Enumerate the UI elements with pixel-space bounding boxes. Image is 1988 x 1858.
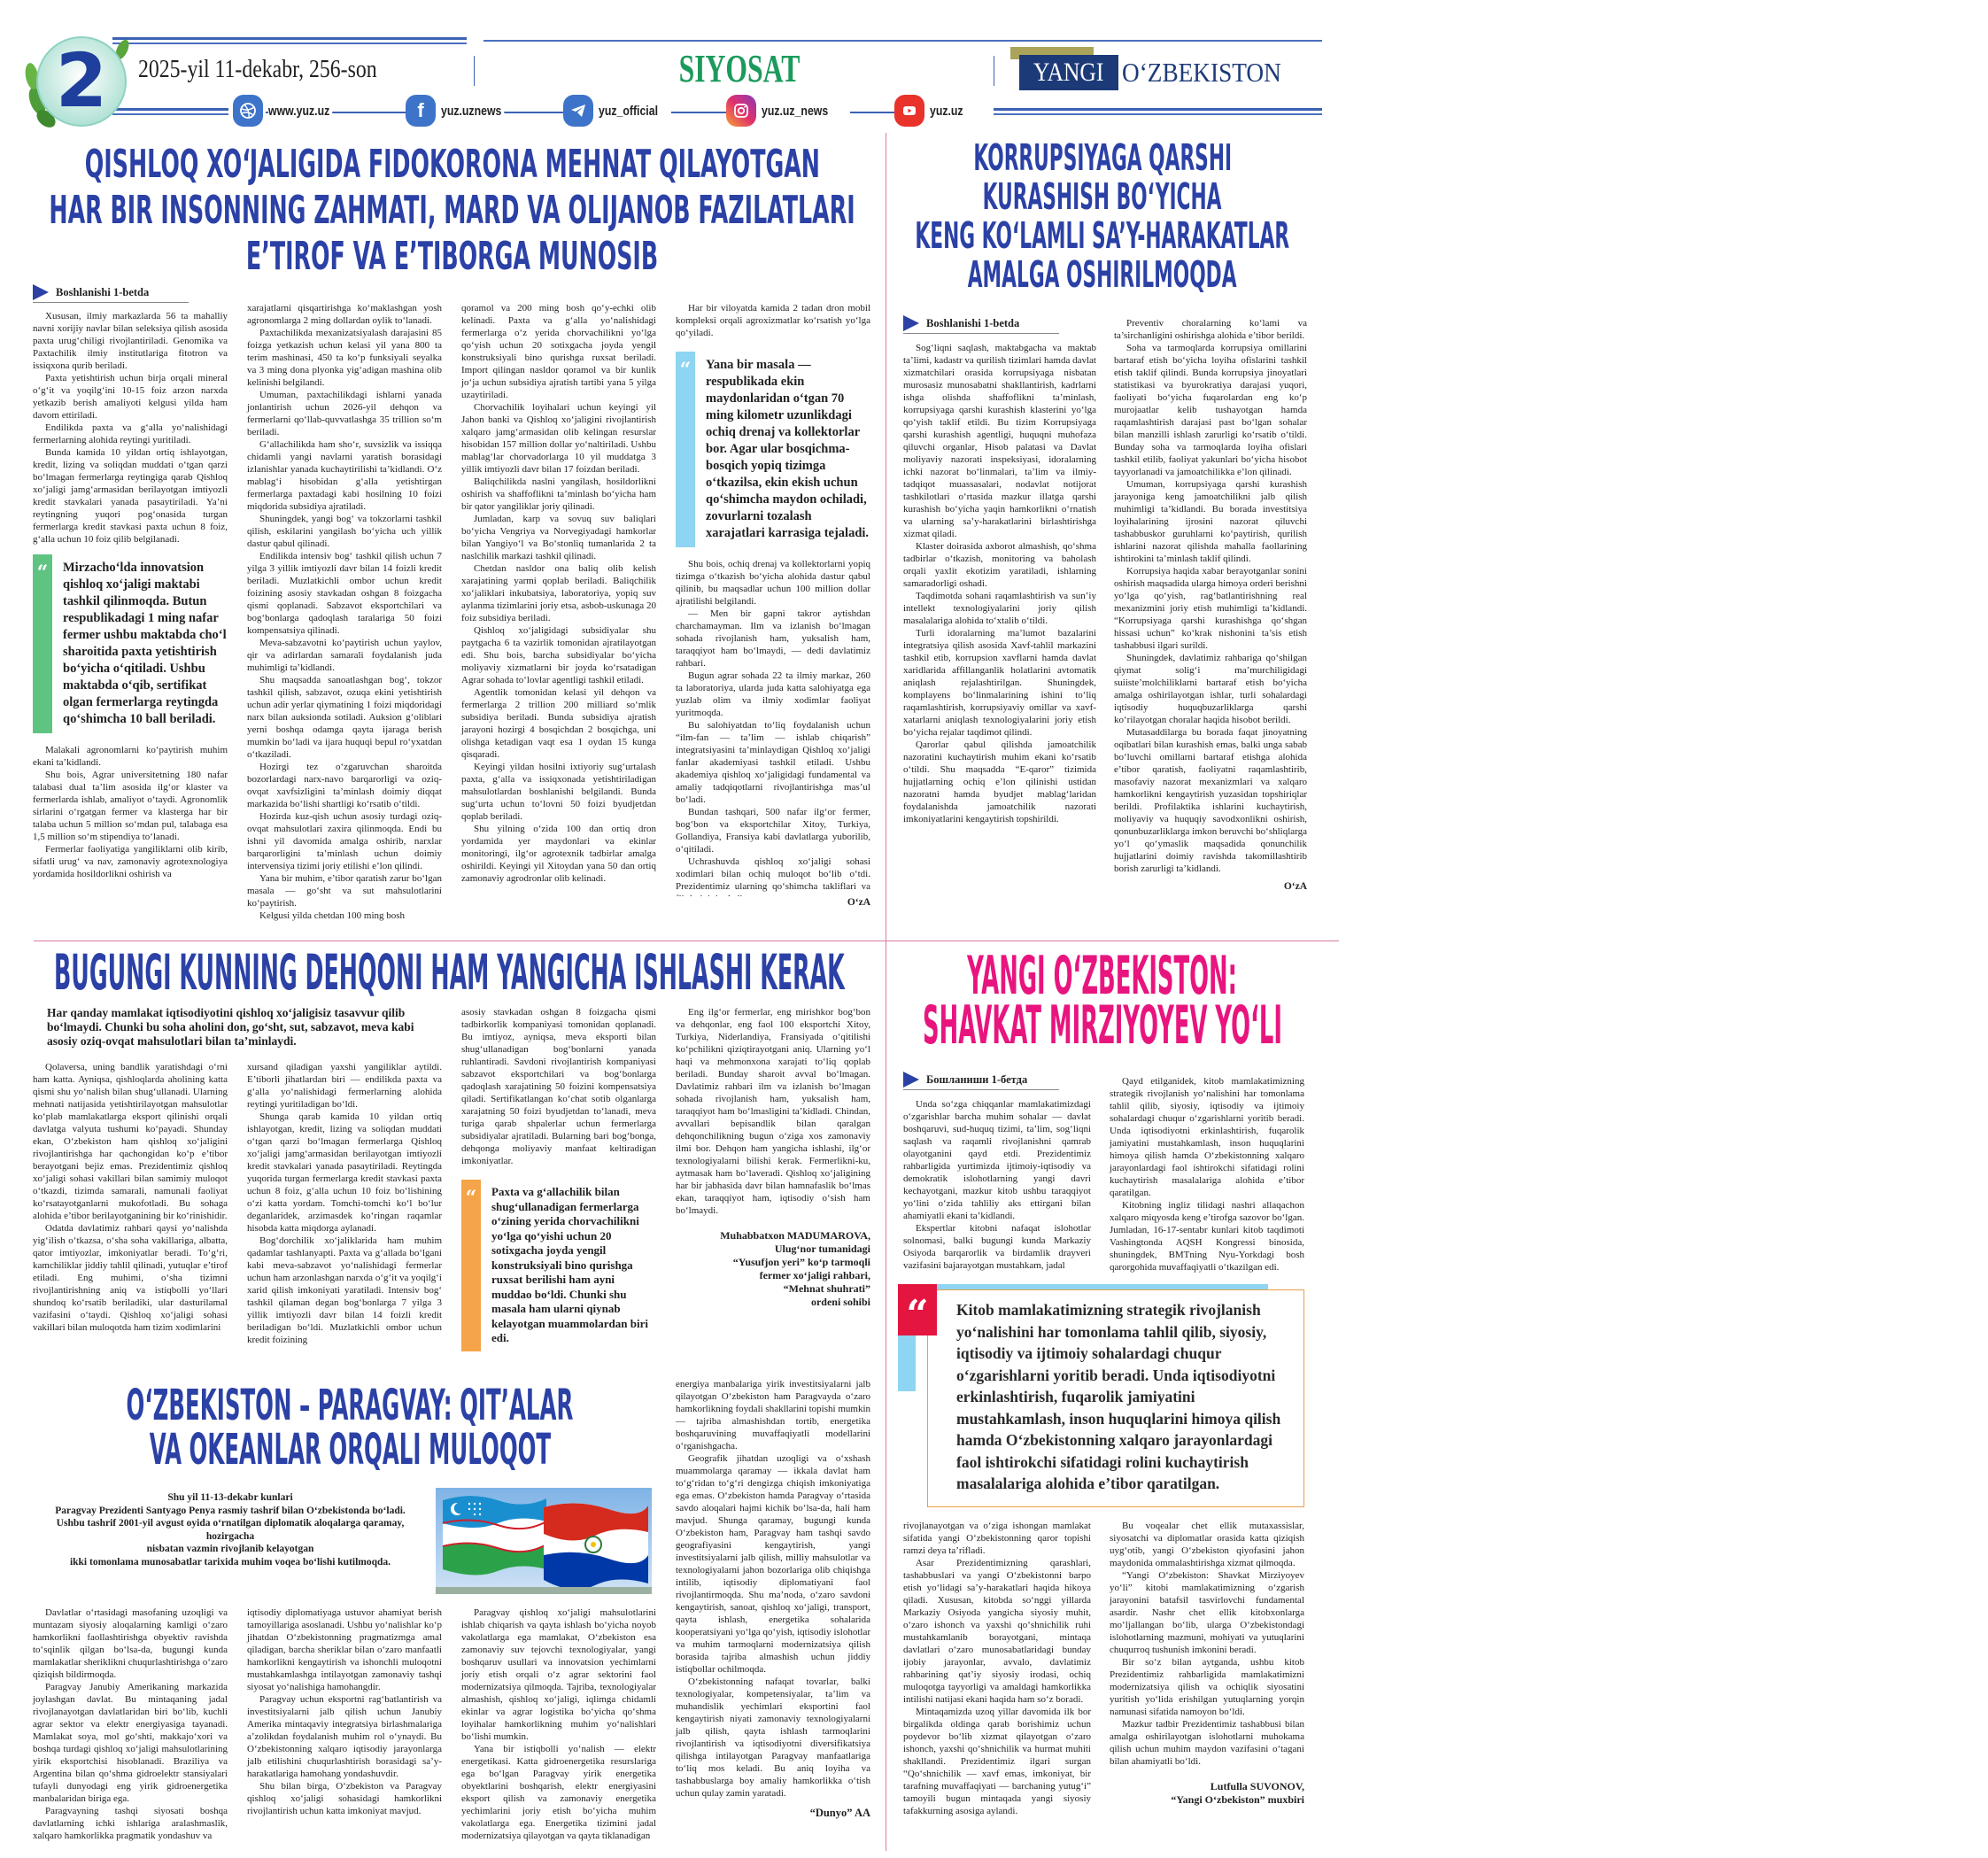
paragraph: Ekspertlar kitobni nafaqat islohotlar solnomasi, balki bugungi kunda Markaziy Osiyoda barqarorlik va birdamlik drayveri vazifasini bajarayotgan mustahkam, jadal <box>903 1223 1091 1271</box>
article-signature: “Dunyo” AA <box>809 1807 870 1819</box>
logo-ozbekiston: O‘ZBEKISTON <box>1122 57 1281 88</box>
paragraph-list <box>903 1098 1091 1272</box>
paragraph: Shuningdek, yangi bog‘ va tokzorlarni tashkil qilish, eskilarini yangilash bo‘yicha uch yillik dastur qabul qilinadi. <box>247 514 442 549</box>
continued-text: Бошланиши 1-бетда <box>926 1073 1028 1086</box>
article-column <box>676 1378 870 1849</box>
headline-line: KORRUPSIYAGA QARSHI <box>973 136 1232 179</box>
social-link-website[interactable] <box>233 95 346 127</box>
paragraph: iqtisodiy diplomatiyaga ustuvor ahamiyat berish tamoyillariga asoslanadi. Ushbu yo‘nalishlar ko‘p jihatdan O‘zbekistonning pragmatizmga amal qiladigan, barcha sheriklar bilan o‘zaro manfaatli hamkorlikni kengaytirish va ishonchli muloqotni mustahkamlashga intilayotgan zamonaviy tashqi siyosat yo‘nalishiga hamohangdir. <box>247 1607 442 1692</box>
paragraph: — Men bir gapni takror aytishdan charchamayman. Ilm va izlanish bo‘lmagan sohada rivojlanish ham, yuksalish ham, taraqqiyot ham bo‘lmaydi, — dedi davlatimiz rahbari. <box>676 608 870 669</box>
flags-photo <box>436 1488 652 1594</box>
paragraph: Shu bois, Agrar universitetning 180 nafar talabasi dual ta’lim asosida ilg‘or klaster va fermerlarda ishlab, amaliyot o‘taydi. Agronomlik sirlarini o‘rgatgan fermer va klasterga har bir talaba uchun 5 million so‘mdan pul, talabaga esa 1,5 million so‘m stipendiya to‘lanadi. <box>33 770 228 842</box>
quote-mark-icon: “ <box>465 1187 477 1210</box>
pull-quote <box>33 554 228 733</box>
paragraph: Shu bilan birga, O‘zbekiston va Paragvay qishloq xo‘jaligi sohasidagi hamkorlikni rivojlantirish uchun katta imkoniyat mavjud. <box>247 1781 442 1816</box>
continued-text: Boshlanishi 1-betda <box>926 317 1020 329</box>
paragraph: Chetdan nasldor ona baliq olib kelish xarajatining yarmi qoplab beriladi. Baliqchilik xo‘jaliklari inkubatsiya, laboratoriya, yopiq suv aylanma tizimlarini joriy etsa, asbob-uskunaga 20 foiz subsidiya beriladi. <box>461 563 656 623</box>
paragraph: Paxtachilikda mexanizatsiyalash darajasini 85 foizga yetkazish uchun kelasi yil yana 800 ta terim mashinasi, 450 ta ko‘p funksiyali seyalka va 3 ming dona plyonka yig‘adigan mashina olib kelinishi belgilandi. <box>247 328 442 388</box>
author-title: “Yangi O‘zbekiston” muxbiri <box>1171 1793 1304 1806</box>
paragraph: Keyingi yildan hosilni ixtiyoriy sug‘urtalash paxta, g‘alla va issiqxonada yetishtiriladigan mahsulotlardan boshlanishi belgilandi. Bunda sug‘urta uchun to‘lovni 50 foizi byudjetdan qoplab beriladi. <box>461 762 656 822</box>
paragraph: Paragvay Janubiy Amerikaning markazida joylashgan davlat. Bu mintaqaning jadal rivojlanayotgan davlatlaridan biri bo‘lib, kuchli agrar sektor va elektr energiyasiga tayanadi. Mamlakat soya, mol go‘shti, makkajo‘xori va boshqa turdagi qishloq xo‘jaligi mahsulotlarining yirik eksportchisi hisoblanadi. Braziliya va Argentina bilan qo‘shma gidroelektr stansiyalari tufayli dunyodagi eng yirik gidroenergetika manbalaridan biriga ega. <box>33 1682 228 1804</box>
paragraph: Bu voqealar chet ellik mutaxassislar, siyosatchi va diplomatlar orasida katta qiziqish uyg‘otib, yangi O‘zbekiston qiyofasini jahon maydonida ommalashtirishga xizmat qilmoqda. <box>1110 1521 1304 1568</box>
play-triangle-icon <box>903 315 919 331</box>
paragraph: Qarorlar qabul qilishda jamoatchilik nazoratini kuchaytirish muhim ekani ko‘rsatib o‘tildi. Shu maqsadda “E-qaror” tizimida hujjatlarning ochiq e’lon qilinishi ustidan nazoratni hamda byudjet mablag‘laridan foydalanishda jamoatchilik nazorati imkoniyatlarini kengaytirish topshirildi. <box>903 739 1096 824</box>
play-triangle-icon <box>33 284 49 300</box>
article-headline <box>217 138 1988 294</box>
page-number-badge <box>18 32 133 129</box>
paragraph: Asar Prezidentimizning qarashlari, tashabbuslari va yangi O‘zbekistonni barpo etish yo‘lidagi sa’y-harakatlari haqida hikoya qiladi. Xususan, kitobda so‘nggi yillarda Markaziy Osiyoda yangicha siyosiy muhit, o‘zaro ishonch va yaxshi qo‘shnichilik ruhi mustahkamlanib borayotgani, mintaqa davlatlari o‘zaro munosabatlaridagi bunday ijobiy jarayonlar, avvalo, davlatimiz rahbarining qat’iy siyosiy irodasi, ochiq muloqotga tayyorligi va amaldagi hamkorlikka intilishi natijasi ekani haqida ham so‘z boradi. <box>903 1558 1091 1705</box>
paragraph-list <box>1110 1520 1304 1768</box>
facebook-icon: f <box>406 95 436 127</box>
paragraph: G‘allachilikda ham sho‘r, suvsizlik va issiqqa chidamli yangi navlarni yaratish borasidagi izlanishlar yanada kuchaytirilishi ta’kidlandi. O‘z mablag‘i hisobidan g‘alla yetishtirgan fermerlarga paxtadagi kabi hosilning 10 foizi miqdorida subsidiya ajratiladi. <box>247 439 442 512</box>
article-column <box>461 1006 656 1371</box>
paragraph: Klaster doirasida axborot almashish, qo‘shma tadbirlar o‘tkazish, monitoring va baholash orqali yaxlit ekotizim yaratiladi, ishlarning samaradorligi oshadi. <box>903 541 1096 589</box>
paragraph: Odatda davlatimiz rahbari qaysi yo‘nalishda yig‘ilish o‘tkazsa, o‘sha soha vakillariga, albatta, qator imtiyozlar, imkoniyatlar beradi. To‘g‘ri, kamchiliklar jiddiy tahlil qilinadi, yutuqlar e’tirof etiladi. Eng muhimi, o‘sha tizimni rivojlantirishning aniq va istiqbolli yo‘llari shundoq ko‘rsatib beriladiki, ular dasturilamal vazifasini o‘taydi. Qishloq xo‘jaligi sohasi vakillari bilan muloqotda ham tizim xodimlarini <box>33 1223 228 1333</box>
paragraph-list <box>33 744 228 880</box>
header-rule <box>994 113 1322 115</box>
issue-date: 2025-yil 11-dekabr, 256-son <box>138 55 377 83</box>
paraguay-flag <box>544 1503 648 1589</box>
continued-from-label <box>903 1073 1059 1090</box>
paragraph: Bundan tashqari, 500 nafar ilg‘or fermer, bog‘bon va eksportchilar Xitoy, Turkiya, Gollandiya, Fransiya kabi davlatlarga yuborilib, o‘qitiladi. <box>676 807 870 855</box>
paragraph-list <box>33 1606 228 1842</box>
article-signature: O‘zA <box>676 896 870 909</box>
paragraph: Kitobning ingliz tilidagi nashri allaqachon xalqaro miqyosda keng e’tirofga sazovor bo‘lgan. Jumladan, 16-17-sentabr kunlari kitob taqdimoti Vashingtonda AQSH Kongressi binosida, shuningdek, BMTning Nyu-Yorkdagi bosh qarorgohida muvaffaqiyatli o‘tkazilgan edi. <box>1110 1200 1304 1273</box>
paragraph: Qishloq xo‘jaligidagi subsidiyalar shu paytgacha 6 ta vazirlik tomonidan ajratilayotgan edi. Shu bois, barcha subsidiyalar bo‘yicha moliyaviy xizmatlarni bir joyda ko‘rsatadigan Agrar sohada to‘lovlar agentligi tashkil etiladi. <box>461 625 656 685</box>
headline-line: KURASHISH BO‘YICHA <box>983 175 1222 218</box>
article-lead <box>40 1491 421 1568</box>
play-triangle-icon <box>903 1072 919 1088</box>
logo-yangi <box>1019 55 1118 90</box>
article-column <box>33 1606 228 1849</box>
paragraph: Korrupsiya haqida xabar berayotganlar sonini oshirish maqsadida ularga himoya orderi berishni yo‘lga qo‘yish, rag‘batlantirishning real mexanizmini joriy etish muhimligi ta’kidlandi. “Korrupsiyaga qarshi kurashishga qo‘shgan hissasi uchun” ko‘krak nishonini ta’sis etish tashabbusi ilgari surildi. <box>1114 566 1307 651</box>
paragraph: Xususan, ilmiy markazlarda 56 ta mahalliy navni xorijiy navlar bilan seleksiya qilish asosida paxta urug‘chiligi rivojlantiriladi. Genomika va Paxtachilik ilmiy institutlariga fitotron va issiqxona qurib beriladi. <box>33 311 228 371</box>
author-title: Ulug‘nor tumanidagi <box>774 1243 870 1255</box>
lead-line: Ushbu tashrif 2001-yil avgust oyida o‘rnatilgan diplomatik aloqalarga qaramay, hozirgacha <box>56 1518 405 1542</box>
article-column <box>1110 1075 1304 1273</box>
paragraph-list <box>247 1606 442 1817</box>
social-connector <box>671 112 728 113</box>
lead-line: Shu yil 11-13-dekabr kunlari <box>167 1492 293 1503</box>
headline-line: VA OKEANLAR ORQALI MULOQOT <box>149 1425 551 1475</box>
paragraph: Paragvay qishloq xo‘jaligi mahsulotlarini ishlab chiqarish va qayta ishlash bo‘yicha noyob vakolatlarga ega mamlakat, O‘zbekiston esa zamonaviy suv tejovchi texnologiyalar, yangi boshqaruv usullari va innovatsion yechimlarni joriy etish orqali o‘z agrar sektorini faol modernizatsiya qilmoqda. Tajriba, texnologiyalar almashish, qishloq xo‘jaligi, iqlimga chidamli ekinlar va agrar logistika bo‘yicha qo‘shma loyihalar hamkorlikning muhim yo‘nalishlari bo‘lishi mumkin. <box>461 1607 656 1742</box>
author-title: “Mehnat shuhrati” <box>783 1282 870 1295</box>
pull-quote-text: Kitob mamlakatimizning strategik rivojlanish yo‘nalishini har tomonlama tahlil qilib, siyosiy, iqtisodiy va ijtimoiy sohalardagi chuqur o‘zgarishlarni yoritib beradi. Unda iqtisodiyotni erkinlashtirish, fuqarolik jamiyatini mustahkamlash, inson huquqlarini himoya qilish hamda O‘zbekistonning xalqaro jarayonlardagi faol ishtirokchi sifatidagi rolini kuchaytirish masalalariga alohida e’tibor qaratilgan. <box>956 1301 1281 1492</box>
paragraph: Bunda kamida 10 yildan ortiq ishlayotgan, kredit, lizing va soliqdan muddati o‘tgan qarzi bo‘lmagan fermerlarga reytingiga qarab Qishloq xo‘jaligi jamg‘armasidan berilayotgan imtiyozli kredit stavkalari yanada pasaytiriladi. Ya’ni reytingning yuqori pog‘onasida turgan fermerlarga kredit stavkasi paxta uchun 8 foiz, g‘alla uchun 10 foiz qilib belgilanadi. <box>33 447 228 545</box>
paragraph: O‘zbekistonning nafaqat tovarlar, balki texnologiyalar, kompetensiyalar, ta’lim va muhandislik yechimlari eksportini faol kengaytirish niyati zamonaviy texnologiyalarni jalb qilish, qayta ishlash tarmoqlarini rivojlantirish va iqtisodiyotni diversifikatsiya qilishga intilayotgan Paragvay manfaatlariga to‘liq mos keladi. Bu aniq loyiha va tashabbuslarga boy amaliy hamkorlikka o‘tish uchun qulay zamin yaratadi. <box>676 1676 870 1799</box>
header-rule <box>483 40 1322 42</box>
paragraph: Umuman, paxtachilikdagi ishlarni yanada jonlantirish uchun 2026-yil dehqon va fermerlarni qo‘llab-quvvatlashga 35 trillion so‘m beriladi. <box>247 390 442 437</box>
paragraph: Yana bir muhim, e’tibor qaratish zarur bo‘lgan masala — go‘sht va sut mahsulotlarini ko‘paytirish. <box>247 873 442 909</box>
paragraph: Shu yilning o‘zida 100 dan ortiq dron yordamida yer maydonlari va ekinlar monitoringi, ilg‘or agrotexnik tadbirlar amalga oshirildi. Keyingi yil Xitoydan yana 50 dan ortiq zamonaviy agrodronlar olib kelinadi. <box>461 824 656 884</box>
social-link-facebook[interactable] <box>406 95 518 127</box>
paragraph: energiya manbalariga yirik investitsiyalarni jalb qilayotgan O‘zbekiston ham Paragvayda o‘zaro hamkorlikning foydali shakllarini topishi mumkin — tajriba almashishdan tortib, energetika boshqaruvining muvaffaqiyatli modellarini o‘rganishgacha. <box>676 1379 870 1452</box>
headline-line: YANGI O‘ZBEKISTON: <box>967 945 1238 1007</box>
paragraph: Endilikda paxta va g‘alla yo‘nalishidagi fermerlarning alohida reytingi yuritiladi. <box>33 422 228 445</box>
paragraph: Agentlik tomonidan kelasi yil dehqon va fermerlarga 2 trillion 200 milliard so‘mlik subsidiya beriladi. Bunda subsidiya ajratish jarayoni hozirgi 4 bosqichdan 2 bosqichga, uni olishga ketadigan vaqt esa 1 oydan 15 kunga qisqaradi. <box>461 687 656 760</box>
paragraph-list <box>676 558 870 905</box>
paragraph: Paragvay uchun eksportni rag‘batlantirish va investitsiyalarni jalb qilish uchun Janubiy Amerika mintaqaviy integratsiya birlashmalariga a’zolikdan foydalanish muhim rol o‘ynaydi. Bu O‘zbekistonning xalqaro iqtisodiy jarayonlarga jalb etilishini chuqurlashtirish borasidagi sa’y-harakatlariga hamohang yondashuvdir. <box>247 1694 442 1779</box>
paragraph: Endilikda intensiv bog‘ tashkil qilish uchun 7 yilga 3 yillik imtiyozli davr bilan 14 foizli kredit beriladi. Muzlatkichli ombor uchun kredit foizining asosiy stavkadan oshgan 8 foizgacha qismi qoplanadi. Sabzavot eksportchilari va bog‘bonlarga qadoqlash taralariga 50 foizi kompensatsiya qilinadi. <box>247 551 442 636</box>
social-label: yuz.uz_news <box>762 104 831 119</box>
paragraph: Har bir viloyatda kamida 2 tadan dron mobil kompleksi orqali agroxizmatlar ko‘rsatish yo‘lga qo‘yiladi. <box>676 303 870 338</box>
author-title: fermer xo‘jaligi rahbari, <box>759 1269 870 1281</box>
paragraph: Hozirgi tez o‘zgaruvchan sharoitda bozorlardagi narx-navo barqarorligi va oziq-ovqat xavfsizligini ta’minlash doimiy diqqat markazida bo‘lishi shartligi ko‘rsatib o‘tildi. <box>247 762 442 809</box>
youtube-icon <box>894 95 924 127</box>
paragraph-list <box>903 1520 1091 1817</box>
article-signature <box>676 1229 870 1309</box>
article-column <box>903 1098 1091 1269</box>
paragraph: Mazkur tadbir Prezidentimiz tashabbusi bilan amalga oshirilayotgan islohotlarni muhokama qilish uchun muhim maydon vazifasini o‘tagani bilan ahamiyatli bo‘ldi. <box>1110 1719 1304 1767</box>
article-headline <box>217 945 1988 1057</box>
paragraph: Meva-sabzavotni ko‘paytirish uchun yaylov, qir va adirlardan samarali foydalanish juda muhimligi ta’kidlandi. <box>247 638 442 673</box>
paragraph: Paxta yetishtirish uchun birja orqali mineral o‘g‘it va yoqilg‘ini 10-15 foiz arzon narxda yetkazib berish amaliyoti kelgusi yilda ham davom ettiriladi. <box>33 373 228 421</box>
paragraph: Sog‘liqni saqlash, maktabgacha va maktab ta’limi, kadastr va qurilish tizimlari hamda davlat xizmatchilari orasida korrupsiyaga nisbatan murosasiz munosabatni shakllantirish, kadrlarni ishga olishda shaffoflikni ta’minlash, korrupsiyaga qarshi kurashish klasterini yo‘lga qo‘yish taklif etildi. Bu tizim Korrupsiyaga qarshi kurashish agentligi, huquqni muhofaza qiluvchi organlar, Hisob palatasi va Davlat moliyaviy nazorati inspeksiyasi, idoralarning ichki nazorat bo‘linmalari, ta’lim va ilmiy-tadqiqot muassasalari, nodavlat notijorat tashkilotlari o‘rtasida mazkur illatga qarshi kurashish bo‘yicha yaqin hamkorlikni o‘rnatish va ularning sa’y-harakatlarini birlashtirishga xizmat qiladi. <box>903 343 1096 539</box>
article-column <box>903 1520 1091 1849</box>
paragraph: Davlatlar o‘rtasidagi masofaning uzoqligi va muntazam siyosiy aloqalarning kamligi o‘zaro hamkorlikni faollashtirishga obyektiv ravishda to‘sqinlik qilgan bo‘lsa-da, bugungi kunda mamlakatlar sheriklikni chuqurlashtirishga o‘zaro qiziqish bildirmoqda. <box>33 1607 228 1680</box>
paragraph-list <box>33 310 228 546</box>
header-rule <box>994 108 1322 111</box>
pull-quote-text: Mirzacho‘lda innovatsion qishloq xo‘jaligi maktabi tashkil qilinmoqda. Butun respublikadagi 1 ming nafar fermer ushbu maktabda cho‘l sharoitida paxta yetishtirish bo‘yicha o‘qitiladi. Ushbu maktabda o‘qib, sertifikat olgan fermerlarga reytingda qo‘shimcha 10 ball beriladi. <box>63 561 227 726</box>
paragraph: Turli idoralarning ma’lumot bazalarini integratsiya qilish asosida Xavf-tahlil markazini tashkil etib, korrupsion xavflarni hamda davlat xaridlarida affillanganlik holatlarini avtomatik aniqlash rejalashtirilgan. Shuningdek, komplayens bo‘linmalarining ishini to‘liq raqamlashtirish, korrupsiyaviy omillar va xavf-xatarlarni aniqlash texnologiyalarini joriy etish bo‘yicha rejalar taqdimot qilindi. <box>903 628 1096 738</box>
globe-icon <box>233 95 263 127</box>
logo-yangi-text: YANGI <box>1033 58 1104 87</box>
social-label: yuz.uz <box>930 103 963 119</box>
lead-line: nisbatan vazmin rivojlanib kelayotgan <box>146 1544 314 1554</box>
headline-line: QISHLOQ XO‘JALIGIDA FIDOKORONA MEHNAT QILAYOTGAN <box>84 142 821 187</box>
paragraph: asosiy stavkadan oshgan 8 foizgacha qismi tadbirkorlik kompaniyasi tomonidan qoplanadi. Bu imtiyoz, ayniqsa, meva eksporti bilan shug‘ullanadigan bog‘bonlarni yanada ruhlantiradi. Savdoni rivojlantirish kompaniyasi sabzavot eksportchilari va bog‘bonlarga qadoqlash xarajatining 50 foizini kompensatsiya qiladi. Sertifikatlangan ko‘chat sotib olganlarga xarajatning 50 foizi byudjetdan to‘lanadi, meva turiga qarab shpalerlar uchun fermerlarga subsidiyalar ajratiladi. Bularning bari bog‘bonga, dehqonga moliyaviy manfaat keltiradigan imkoniyatlar. <box>461 1007 656 1166</box>
social-link-youtube[interactable] <box>894 95 971 127</box>
paragraph: Chorvachilik loyihalari uchun keyingi yil Jahon banki va Qishloq xo‘jaligini rivojlantirish xalqaro jamg‘armasidan olib kelingan resurslar hisobidan 157 million dollar yo‘naltiriladi. Ushbu mablag‘lar chorvadorlarga 10 yil muddatga 3 yillik imtiyozli davr bilan 17 foizdan beriladi. <box>461 402 656 475</box>
paragraph-list <box>461 1606 656 1842</box>
page-number: 2 <box>55 37 108 124</box>
section-title-text: SIYOSAT <box>678 47 801 90</box>
pull-quote-box <box>927 1289 1304 1507</box>
lead-line: Paragvay Prezidenti Santyago Penya rasmiy tashrif bilan O‘zbekistonda bo‘ladi. <box>55 1505 406 1516</box>
social-connector <box>850 112 896 113</box>
paragraph-list <box>247 302 442 922</box>
paragraph: Mintaqamizda uzoq yillar davomida ilk bor birgalikda oldinga qarab borishimiz uchun poydevor bo‘lib xizmat qilayotgan o‘zaro ishonch, yaxshi qo‘shnichilik va hurmat muhiti shakllandi. Prezidentimiz ilgari surgan “Qo‘shnichilik — xavf emas, imkoniyat, bir tarafning muvaffaqiyati — barchaning yutug‘i” tamoyili bugun mintaqada yangi siyosiy tafakkurning asosiga aylandi. <box>903 1707 1091 1816</box>
paragraph: qoramol va 200 ming bosh qo‘y-echki olib kelinadi. Paxta va g‘alla yo‘nalishidagi fermerlarga o‘z yerida chorvachilikni yo‘lga qo‘yish uchun 20 sotixgacha joyda yengil konstruksiyali bino qurishga ruxsat beriladi. Import qilingan nasldor qoramol va bir kunlik jo‘ja uchun subsidiya ajratish tartibi yana 5 yilga uzaytiriladi. <box>461 303 656 400</box>
continued-text: Boshlanishi 1-betda <box>56 286 150 298</box>
paragraph: Qolaversa, uning bandlik yaratishdagi o‘rni ham katta. Ayniqsa, qishloqlarda aholining katta qismi shu yo‘nalish bilan shug‘ullanadi. Ularning mehnati natijasida yetishtirilayotgan mahsulotlar ko‘plab mamlakatlarga eksport qilinishi orqali davlatga valyuta tushumi ko‘payadi. Shunday ekan, O‘zbekiston ham qishloq xo‘jaligini rivojlantirishga har qachongidan ko‘p e’tibor berayotgani bejiz emas. Prezidentimiz qishloq xo‘jaligi sohasi vakillari bilan samimiy muloqot o‘tkazdi, tizimda samarali, namunali faoliyat ko‘rsatayotganlarni mukofotladi. Bu sohaga alohida e’tibor berilayotganining bir ko‘rinishidir. <box>33 1062 228 1221</box>
paragraph: Shunga qarab kamida 10 yildan ortiq ishlayotgan, kredit, lizing va soliqdan muddati o‘tgan qarzi bo‘lmagan fermerlarga Qishloq xo‘jaligi jamg‘armasidan berilayotgan imtiyozli kredit stavkalari yanada pasaytiriladi. Reytingda yuqorida turgan fermerlarga kredit stavkasi paxta uchun 8 foiz, g‘alla uchun 10 foiz bo‘lishining o‘zi katta yordam. Tomchi-tomchi ko‘l bo‘lur deganlaridek, arzimasdek ko‘ringan raqamlar hisobda katta miqdorga aylanadi. <box>247 1111 442 1234</box>
pull-quote <box>676 352 870 547</box>
quote-mark-icon: “ <box>679 359 692 382</box>
pull-quote-text: Yana bir masala — respublikada ekin maydonlaridan o‘tgan 70 ming kilometr uzunlikdagi ochiq drenaj va kollektorlar bor. Agar ular bosqichma-bosqich yopiq tizimga o‘tkazilsa, ekin ekish uchun qo‘shimcha maydon ochiladi, zovurlarni tozalash xarajatlari karrasiga tejaladi. <box>706 358 870 540</box>
paragraph-list <box>676 302 870 339</box>
header-rule <box>112 43 467 44</box>
social-link-telegram[interactable] <box>563 95 675 127</box>
quote-mark-icon: “ <box>898 1284 937 1335</box>
article-column <box>1114 317 1307 914</box>
headline-line: SHAVKAT MIRZIYOYEV YO‘LI <box>923 995 1282 1057</box>
pull-quote <box>461 1180 656 1351</box>
continued-from-label <box>903 317 1059 334</box>
headline-line: E’TIROF VA E’TIBORGA MUNOSIB <box>246 234 659 279</box>
paragraph: Umuman, korrupsiyaga qarshi kurashish jarayoniga keng jamoatchilikni jalb qilish muhimligi ta’kidlandi. Bu borada investitsiya loyihalarining ijrosini nazorat qiluvchi tashabbuskor guruhlarni ko‘paytirish, qurilish ishlarini nazorat qilishda mahalla faollarining ishtirokini ta’minlash taklif qilindi. <box>1114 479 1307 564</box>
article-column <box>676 1006 870 1371</box>
article-column <box>676 302 870 892</box>
header-divider <box>474 56 475 86</box>
paragraph: Kelgusi yilda chetdan 100 ming bosh <box>259 910 406 921</box>
author-name: Muhabbatxon MADUMAROVA, <box>720 1229 870 1242</box>
author-title: ordeni sohibi <box>810 1296 870 1308</box>
header-rule <box>112 37 467 40</box>
paragraph-list <box>1110 1075 1304 1274</box>
paragraph: Jumladan, karp va sovuq suv baliqlari bo‘yicha Vengriya va Norvegiyadagi hamkorlar bilan Yangiyo‘l va Bo‘stonliq tumanlarida 2 ta naslchilik markazi tashkil qilinadi. <box>461 514 656 561</box>
article-column <box>903 342 1096 914</box>
article-column <box>247 302 442 921</box>
paragraph: Bu salohiyatdan to‘liq foydalanish uchun “ilm-fan — ta’lim — ishlab chiqarish” integratsiyasini ta’minlaydigan Qishloq xo‘jaligi fanlar akademiyasi tashkil etiladi. Ushbu akademiya qishloq xo‘jaligidagi fundamental va amaliy tadqiqotlarni rivojlantirishga mas’ul bo‘ladi. <box>676 720 870 805</box>
article-column <box>247 1061 442 1371</box>
social-label: yuz_official <box>599 104 661 119</box>
paragraph: Malakali agronomlarni ko‘paytirish muhim ekani ta’kidlandi. <box>33 745 228 768</box>
paragraph: Qayd etilganidek, kitob mamlakatimizning strategik rivojlanish yo‘nalishini har tomonlama tahlil qilib, siyosiy, iqtisodiy va ijtimoiy sohalardagi chuqur o‘zgarishlarni yoritib beradi. Unda iqtisodiyotni erkinlashtirish, fuqarolik jamiyatini mustahkamlash, inson huquqlarini himoya qilish hamda O‘zbekistonning xalqaro jarayonlardagi faol ishtirokchi sifatidagi rolini kuchaytirish masalalariga alohida e’tibor qaratilgan. <box>1110 1076 1304 1198</box>
telegram-icon <box>563 95 593 127</box>
author-name: Lutfulla SUVONOV, <box>1210 1780 1304 1792</box>
paragraph: Eng ilg‘or fermerlar, eng mirishkor bog‘bon va dehqonlar, eng faol 100 eksportchi Xitoy, Turkiya, Niderlandiya, Fransiyada o‘qitilishi ko‘pchilikni qiziqtirayotgani aniq. Ularning yo‘l haqi va mehmonxona xarajati to‘liq qoplab beriladi. Bunday sharoit avval bo‘lmagan. Davlatimiz rahbari ilm va izlanish bo‘lmagan sohada rivojlanish ham, yuksalish ham, taraqqiyot ham bo‘lmasligini ta’kidladi. Chindan, avvallari bepisandlik bilan qaralgan dehqonchilikning bugun o‘ziga xos zamonaviy ilmi bor. Dehqon ham yangicha ishlashi, ilg‘or texnologiyalarni bilishi kerak. Fermerlikni-ku, aytmasak ham bo‘laveradi. Qishloq xo‘jaligining har bir jabhasida davr bilan hamnafaslik bo‘lmas ekan, taraqqiyot ham, iqtisodiy o‘sish ham bo‘lmaydi. <box>676 1007 870 1216</box>
paragraph: Yana bir istiqbolli yo‘nalish — elektr energetikasi. Katta gidroenergetika resurslariga ega bo‘lgan Paragvay yirik energetika obyektlarini boshqarish, elektr energiyasini eksport qilish va zamonaviy energetika yechimlarini joriy etish bo‘yicha muhim vakolatlarga ega. Energetika tizimini jadal modernizatsiya qilayotgan va qayta tiklanadigan <box>461 1744 656 1841</box>
paragraph: Soha va tarmoqlarda korrupsiya omillarini bartaraf etish bo‘yicha loyiha ofislarini tashkil etish taklif qilindi. Bunda korrupsiya jinoyatlari statistikasi va byurokratiya darajasi yuqori, faoliyati bo‘yicha fuqarolardan eng ko‘p murojaatlar kelib tushayotgan hamda raqamlashtirish darajasi past bo‘lgan sohalar bilan manzilli ishlash zarurligi ko‘rsatib o‘tildi. Bunday soha va tarmoqlarda loyiha ofislari tashkil etilib, faoliyat yakunlari bo‘yicha hisobot tayyorlanadi va jamoatchilikka e’lon qilinadi. <box>1114 343 1307 477</box>
paragraph-list <box>1114 317 1307 875</box>
instagram-icon <box>726 95 756 127</box>
article-column <box>1110 1520 1304 1849</box>
social-label: yuz.uznews <box>441 104 505 119</box>
headline-line: BUGUNGI KUNNING DEHQONI HAM YANGICHA ISHLASHI KERAK <box>53 944 845 1001</box>
uzbekistan-flag <box>443 1496 546 1575</box>
paragraph: Uchrashuvda qishloq xo‘jaligi sohasi xodimlari bilan ochiq muloqot bo‘lib o‘tdi. Prezidentimiz ularning qo‘shimcha takliflari va <box>676 856 870 892</box>
paragraph-list <box>461 302 656 885</box>
headline-line: HAR BIR INSONNING ZAHMATI, MARD VA OLIJANOB FAZILATLARI <box>49 188 856 233</box>
article-column <box>33 1061 228 1371</box>
headline-line: O‘ZBEKISTON – PARAGVAY: QIT’ALAR <box>126 1381 574 1430</box>
paragraph: Bir so‘z bilan aytganda, ushbu kitob Prezidentimiz rahbarligida mamlakatimizni modernizatsiya qilish va ochiqlik siyosatini yuritish yo‘lida erishilgan yutuqlarning yorqin namunasi sifatida namoyon bo‘ldi. <box>1110 1657 1304 1717</box>
paragraph-list <box>903 342 1096 825</box>
paragraph: Geografik jihatdan uzoqligi va o‘xshash muammolarga qaramay — ikkala davlat ham to‘g‘ridan to‘g‘ri dengizga chiqish imkoniyatiga ega emas. O‘zbekiston hamda Paragvay o‘rtasida savdo aloqalari hajmi kichik bo‘lsa-da, hali ham mavjud. Shunga qaramay, bugungi kunda O‘zbekiston ham, Paragvay ham tashqi savdo geografiyasini kengaytirish, yangi investitsiyalarni jalb qilish, milliy mahsulotlar va texnologiyalarni jahon bozorlariga olib chiqishga intilib, iqtisodiy diplomatiyani faol rivojlantirmoqda. Shu ma’noda, o‘zaro savdoni kengaytirish, sanoat, qishloq xo‘jaligi, transport, qayta ishlash, energetika sohalarida kooperatsiyani yo‘lga qo‘yish, iqtisodiy islohotlar va muhim tarmoqlarni modernizatsiya qilish borasida tajriba almashish uchun jiddiy istiqbollar ochilmoqda. <box>676 1453 870 1675</box>
article-column <box>461 1606 656 1849</box>
paragraph: “Yangi O‘zbekiston: Shavkat Mirziyoyev yo‘li” kitobi mamlakatimizning o‘zgarish jarayonini batafsil tasvirlovchi fundamental asardir. Nashr chet ellik kitobxonlarga mo‘ljallangan bo‘lib, ularga O‘zbekistondagi islohotlarning mazmuni, mohiyati va yutuqlarini chuqurroq tushunish imkonini beradi. <box>1110 1570 1304 1655</box>
section-title <box>611 46 868 91</box>
article-column <box>247 1606 442 1849</box>
paragraph: Shu bois, ochiq drenaj va kollektorlarni yopiq tizimga o‘tkazish bo‘yicha alohida dastur qabul qilinib, bu maqsadlar uchun 100 million dollar ajratilishi belgilandi. <box>676 559 870 607</box>
paragraph: Bog‘dorchilik xo‘jaliklarida ham muhim qadamlar tashlanyapti. Paxta va g‘allada bo‘lgani kabi meva-sabzavot yo‘nalishidagi fermerlar uchun ham arzonlashgan narxda o‘g‘it va yoqilg‘i xarid qilish imkoniyati yaratiladi. Intensiv bog‘ tashkil qilaman degan bog‘bonlarga 7 yilga 3 yillik imtiyozli davr bilan 14 foizli kredit beriladigan bo‘ldi. Muzlatkichli ombor uchun kredit foizining <box>247 1235 442 1345</box>
social-label: www.yuz.uz <box>268 104 333 119</box>
article-column <box>461 302 656 914</box>
paragraph: Unda so‘zga chiqqanlar mamlakatimizdagi o‘zgarishlar barcha muhim sohalar — davlat boshqaruvi, sud-huquq tizimi, ta’lim, sog‘liqni saqlash va raqamli rivojlanishni qamrab olayotganini qayd etdi. Prezidentimiz rahbarligida yurtimizda ijtimoiy-iqtisodiy va demokratik islohotlarning yangi davri kechayotgani, mazkur kitob ushbu taraqqiyot yo‘lini o‘zida tahliliy aks ettirgani bilan ahamiyatli ekani ta’kidlandi. <box>903 1099 1091 1221</box>
paragraph: Shu maqsadda sanoatlashgan bog‘, tokzor tashkil qilish, sabzavot, ozuqa ekini yetishtirish uchun adir yerlar qiymatining 1 foizi miqdoridagi narx bilan auksionda sotiladi. Auksion g‘oliblari yerni boshqa odamga qayta ijaraga berish mumkin bo‘ladi va ijara huquqi bepul ro‘yxatdan o‘tkaziladi. <box>247 675 442 760</box>
article-signature: O‘zA <box>1283 881 1307 892</box>
article-column <box>33 310 228 914</box>
paragraph: Paragvayning tashqi siyosati boshqa davlatlarning ichki ishlariga aralashmaslik, xalqaro hamkorlikka pragmatik yondashuv va <box>33 1806 228 1841</box>
paragraph: Shuningdek, davlatimiz rahbariga qo‘shilgan qiymat solig‘i ma’murchiligidagi suiiste’molchiliklarni bartaraf etish bo‘yicha amalga oshirilayotgan ishlar, turli sohalardagi iqtisodiy huquqbuzarliklarga qarshi ko‘rilayotgan choralar haqida hisobot berildi. <box>1114 653 1307 725</box>
social-link-instagram[interactable] <box>726 95 847 127</box>
headline-line: KENG KO‘LAMLI SA’Y-HARAKATLAR <box>915 214 1290 257</box>
paragraph: xarajatlarni qisqartirishga ko‘maklashgan yosh agronomlarga 2 ming dollardan oylik to‘lanadi. <box>247 303 442 326</box>
paragraph: Fermerlar faoliyatiga yangiliklarni olib kirib, sifatli urug‘ va nav, zamonaviy agrotexnologiya yordamida hosildorlikni oshirish va <box>33 844 228 879</box>
paragraph-list <box>33 1061 228 1334</box>
quote-mark-icon: “ <box>36 561 49 584</box>
paragraph: Bugun agrar sohada 22 ta ilmiy markaz, 260 ta laboratoriya, ularda juda katta salohiyatga ega yuzlab olim va ilmiy xodimlar faoliyat yuritmoqda. <box>676 670 870 718</box>
paragraph-list <box>247 1061 442 1346</box>
pull-quote-text: Paxta va g‘allachilik bilan shug‘ullanadigan fermerlarga o‘zining yerida chorvachilikni yo‘lga qo‘yishi uchun 20 sotixgacha joyda yengil konstruksiyali bino qurishga ruxsat berilishi ham ayni muddao bo‘ldi. Chunki shu masala ham ularni qiynab kelayotgan muammolardan biri edi. <box>491 1185 648 1344</box>
paragraph: Hozirda kuz-qish uchun asosiy turdagi oziq-ovqat mahsulotlari zaxira qilinmoqda. Endi bu ishni yil davomida amalga oshirib, narxlar barqarorligini ta’minlash uchun doimiy intervensiya tizimi joriy etilishi e’lon qilindi. <box>247 811 442 871</box>
headline-line: AMALGA OSHIRILMOQDA <box>968 253 1237 296</box>
paragraph: xursand qiladigan yaxshi yangiliklar aytildi. E’tiborli jihatlardan biri — endilikda paxta va g‘alla yo‘nalishidagi fermerlarning alohida reytingi yuritiladigan bo‘ldi. <box>247 1062 442 1110</box>
paragraph: Taqdimotda sohani raqamlashtirish va sun’iy intellekt texnologiyalarini joriy qilish masalalariga alohida to‘xtalib o‘tildi. <box>903 591 1096 626</box>
author-title: “Yusufjon yeri” ko‘p tarmoqli <box>732 1256 870 1268</box>
paragraph: rivojlanayotgan va o‘ziga ishongan mamlakat sifatida yangi O‘zbekistonning qaror topishi ramzi deya ta’rifladi. <box>903 1521 1091 1556</box>
continued-from-label <box>33 286 189 303</box>
lead-line: ikki tomonlama munosabatlar tarixida muhim voqea bo‘lishi kutilmoqda. <box>69 1556 391 1568</box>
paragraph-list <box>676 1378 870 1800</box>
article-signature <box>1110 1780 1304 1807</box>
article-lead: Har qanday mamlakat iqtisodiyotini qishloq xo‘jaligisiz tasavvur qilib bo‘lmaydi. Chunki bu soha aholini don, go‘sht, sut, sabzavot, meva kabi asosiy oziq-ovqat mahsulotlari bilan ta’minlaydi. <box>47 1006 414 1048</box>
paragraph: Baliqchilikda naslni yangilash, hosildorlikni oshirish va shaffoflikni ta’minlash bo‘yicha ham bir qator yangiliklar joriy qilinadi. <box>461 476 656 512</box>
paragraph: Preventiv choralarning ko‘lami va ta’sirchanligini oshirishga alohida e’tibor berildi. <box>1114 318 1307 341</box>
paragraph: Mutasaddilarga bu borada faqat jinoyatning oqibatlari bilan kurashish emas, balki unga sabab bo‘luvchi omillarni bartaraf etishga alohida e’tibor qaratish, faoliyatni raqamlashtirib, masofaviy nazorat mexanizmlari va xalqaro hamkorlikni kengaytirish yuzasidan topshiriqlar berildi. Profilaktika ishlarini kuchaytirish, moliyaviy va huquqiy savodxonlikni oshirish, qonunbuzarliklarga imkon beruvchi bo‘shliqlarga yo‘l qo‘ymaslik maqsadida qonunchilik hujjatlarini doimiy ravishda takomillashtirib borish zarurligi ta’kidlandi. <box>1114 727 1308 874</box>
